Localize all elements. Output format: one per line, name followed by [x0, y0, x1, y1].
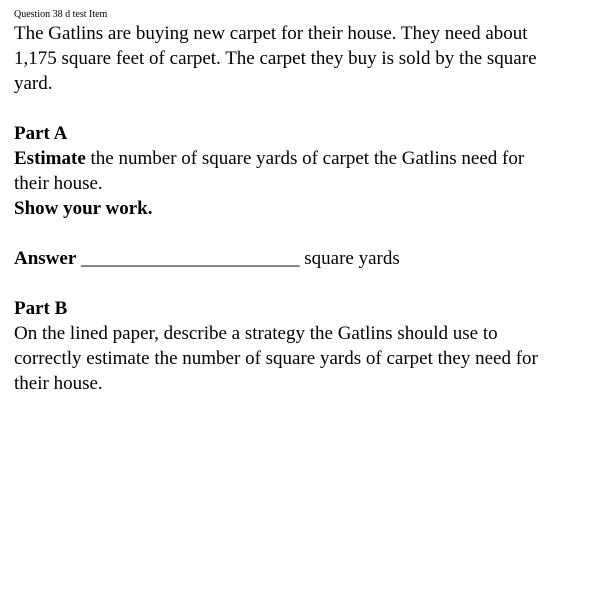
intro-line-2: 1,175 square feet of carpet. The carpet they buy is sold by the square [14, 48, 537, 69]
part-b-line-3: their house. [14, 373, 103, 394]
answer-unit: square yards [304, 248, 400, 269]
show-work-instruction: Show your work. [14, 198, 153, 219]
part-b-heading: Part B [14, 298, 68, 319]
part-a-line-1-rest: the number of square yards of carpet the Gatlins need for [85, 148, 525, 169]
part-b-section [14, 296, 600, 396]
item-label: Question 38 d test Item [14, 9, 108, 20]
intro-paragraph [14, 21, 600, 96]
answer-blank: _______________________ [76, 248, 305, 269]
estimate-keyword: Estimate [14, 148, 86, 169]
part-b-line-1: On the lined paper, describe a strategy the Gatlins should use to [14, 323, 498, 344]
part-a-heading: Part A [14, 123, 68, 144]
spacer [14, 271, 600, 296]
spacer [14, 96, 600, 121]
intro-line-3: yard. [14, 73, 53, 94]
answer-line [14, 246, 600, 271]
part-b-line-2: correctly estimate the number of square yards of carpet they need for [14, 348, 538, 369]
part-a-section [14, 121, 600, 221]
document-page [14, 8, 600, 396]
spacer [14, 221, 600, 246]
part-a-line-1 [14, 146, 600, 171]
answer-label: Answer [14, 248, 77, 269]
part-a-line-2: their house. [14, 173, 103, 194]
intro-line-1: The Gatlins are buying new carpet for their house. They need about [14, 23, 528, 44]
